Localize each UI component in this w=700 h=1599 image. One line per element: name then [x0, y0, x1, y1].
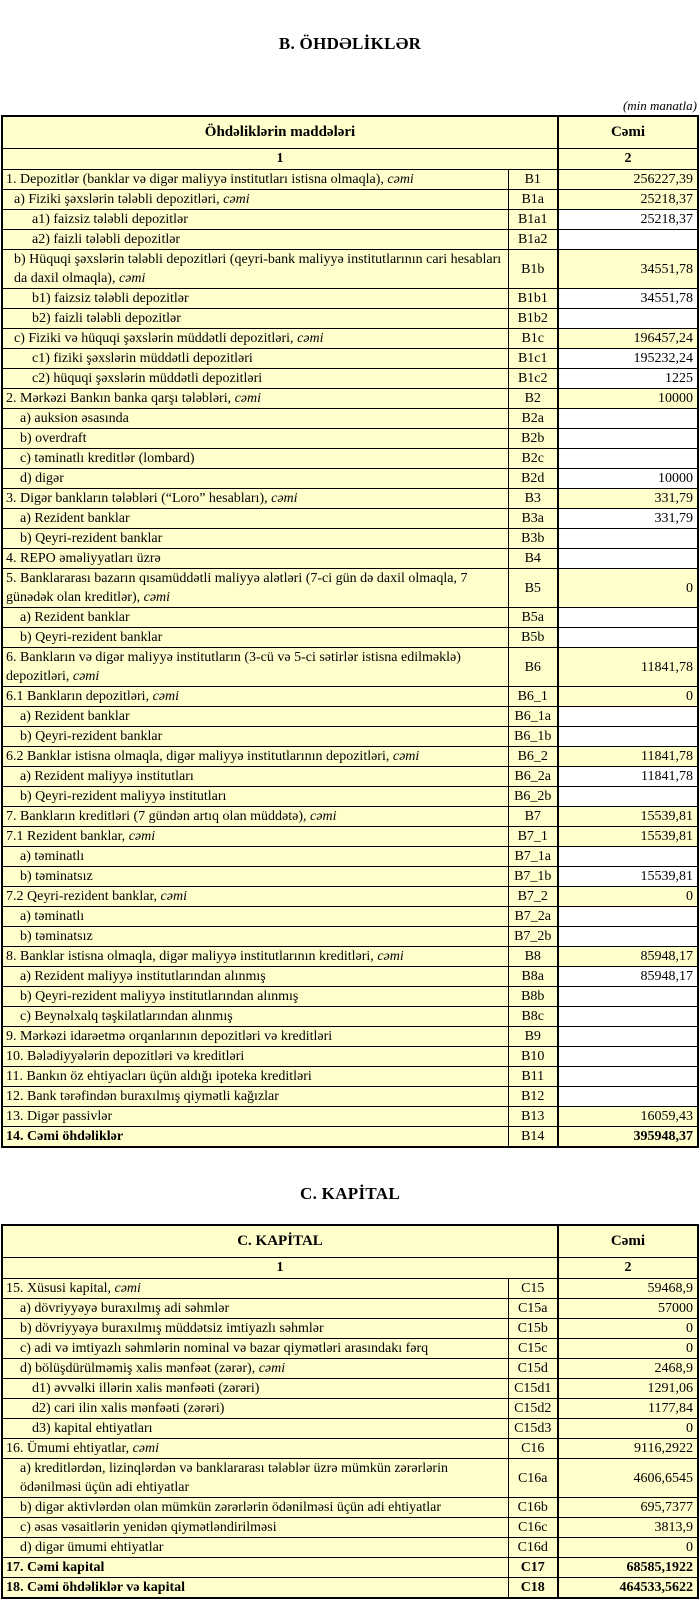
row-value [558, 549, 698, 569]
row-label: c) təminatlı kreditlər (lombard) [2, 449, 508, 469]
capital-total-header: Cəmi [558, 1225, 698, 1258]
row-code: B7_1a [508, 847, 558, 867]
row-label: a2) faizli tələbli depozitlər [2, 230, 508, 250]
row-value: 4606,6545 [558, 1459, 698, 1498]
row-label: a) auksion əsasında [2, 409, 508, 429]
row-label: a1) faizsiz tələbli depozitlər [2, 210, 508, 230]
row-code: C17 [508, 1558, 558, 1578]
liabilities-table-body [2, 170, 698, 1148]
table-row [2, 389, 698, 409]
table-row [2, 648, 698, 687]
liabilities-header-row [2, 116, 698, 149]
row-code: B8 [508, 947, 558, 967]
row-value: 34551,78 [558, 250, 698, 289]
row-label: 8. Banklar istisna olmaqla, digər maliyyə institutlarının kreditləri, cəmi [2, 947, 508, 967]
table-row [2, 1299, 698, 1319]
row-code: B6_2b [508, 787, 558, 807]
row-code: C15d1 [508, 1379, 558, 1399]
table-row [2, 1007, 698, 1027]
row-label: b) təminatsız [2, 927, 508, 947]
row-value: 15539,81 [558, 827, 698, 847]
section-c-title: C. KAPİTAL [300, 1184, 400, 1203]
row-code: B10 [508, 1047, 558, 1067]
table-row [2, 867, 698, 887]
row-code: B7_1 [508, 827, 558, 847]
balance-sheet-page [1, 0, 699, 1599]
row-label: 13. Digər passivlər [2, 1107, 508, 1127]
row-code: B1b [508, 250, 558, 289]
row-label: a) kreditlərdən, lizinqlərdən və banklararası tələblər üzrə mümkün zərərlərin ödənilməsi üçün adi ehtiyatlar [2, 1459, 508, 1498]
table-row [2, 1498, 698, 1518]
row-value: 196457,24 [558, 329, 698, 349]
table-row [2, 1319, 698, 1339]
row-code: B2b [508, 429, 558, 449]
table-row [2, 429, 698, 449]
table-row [2, 1087, 698, 1107]
row-label: 7.1 Rezident banklar, cəmi [2, 827, 508, 847]
row-label: c) Beynəlxalq təşkilatlarından alınmış [2, 1007, 508, 1027]
row-code: B1b2 [508, 309, 558, 329]
table-row [2, 767, 698, 787]
row-value: 1177,84 [558, 1399, 698, 1419]
row-code: B2c [508, 449, 558, 469]
row-value: 2468,9 [558, 1359, 698, 1379]
row-value: 10000 [558, 469, 698, 489]
row-code: B5a [508, 608, 558, 628]
table-row [2, 628, 698, 648]
row-code: B8a [508, 967, 558, 987]
row-code: C15d3 [508, 1419, 558, 1439]
row-value: 25218,37 [558, 190, 698, 210]
liabilities-table [1, 115, 699, 1148]
row-code: B9 [508, 1027, 558, 1047]
row-code: C16 [508, 1439, 558, 1459]
table-row [2, 449, 698, 469]
row-label: c) adi və imtiyazlı səhmlərin nominal və bazar qiymətləri arasındakı fərq [2, 1339, 508, 1359]
row-code: C15d [508, 1359, 558, 1379]
row-label: 7.2 Qeyri-rezident banklar, cəmi [2, 887, 508, 907]
table-row [2, 230, 698, 250]
row-label: b) Qeyri-rezident maliyyə institutları [2, 787, 508, 807]
row-label: 10. Bələdiyyələrin depozitləri və kreditləri [2, 1047, 508, 1067]
row-label: c) əsas vəsaitlərin yenidən qiymətləndirilməsi [2, 1518, 508, 1538]
row-value: 11841,78 [558, 767, 698, 787]
row-label: 18. Cəmi öhdəliklər və kapital [2, 1578, 508, 1599]
row-code: C15d2 [508, 1399, 558, 1419]
table-row [2, 369, 698, 389]
table-row [2, 509, 698, 529]
table-row [2, 489, 698, 509]
row-value [558, 409, 698, 429]
row-label: b1) faizsiz tələbli depozitlər [2, 289, 508, 309]
row-label: d2) cari ilin xalis mənfəəti (zərəri) [2, 1399, 508, 1419]
table-row [2, 1027, 698, 1047]
row-code: B3a [508, 509, 558, 529]
row-label: d) digər [2, 469, 508, 489]
row-value [558, 707, 698, 727]
table-row [2, 707, 698, 727]
row-code: B7_2a [508, 907, 558, 927]
row-code: B2 [508, 389, 558, 409]
table-row [2, 289, 698, 309]
row-label: 6.2 Banklar istisna olmaqla, digər maliyyə institutlarının depozitləri, cəmi [2, 747, 508, 767]
row-value: 0 [558, 1419, 698, 1439]
row-value [558, 727, 698, 747]
row-label: 16. Ümumi ehtiyatlar, cəmi [2, 1439, 508, 1459]
row-code: B1c2 [508, 369, 558, 389]
row-label: b) Qeyri-rezident banklar [2, 628, 508, 648]
table-row [2, 927, 698, 947]
table-row [2, 549, 698, 569]
table-row [2, 349, 698, 369]
row-value: 11841,78 [558, 747, 698, 767]
capital-items-header: C. KAPİTAL [2, 1225, 558, 1258]
table-row [2, 529, 698, 549]
row-label: 2. Mərkəzi Bankın banka qarşı tələbləri, cəmi [2, 389, 508, 409]
row-code: C15b [508, 1319, 558, 1339]
row-label: b) təminatsız [2, 867, 508, 887]
column-number-1: 1 [2, 1258, 558, 1279]
table-row [2, 1067, 698, 1087]
row-label: c) Fiziki və hüquqi şəxslərin müddətli depozitləri, cəmi [2, 329, 508, 349]
row-value [558, 309, 698, 329]
table-row [2, 309, 698, 329]
row-label: 17. Cəmi kapital [2, 1558, 508, 1578]
row-code: B14 [508, 1127, 558, 1148]
row-code: B7_2 [508, 887, 558, 907]
table-row [2, 170, 698, 190]
row-label: a) təminatlı [2, 907, 508, 927]
row-code: B7 [508, 807, 558, 827]
table-row [2, 807, 698, 827]
row-code: B6_1 [508, 687, 558, 707]
row-code: C16a [508, 1459, 558, 1498]
row-label: b2) faizli tələbli depozitlər [2, 309, 508, 329]
row-value [558, 1027, 698, 1047]
row-code: B11 [508, 1067, 558, 1087]
table-row [2, 727, 698, 747]
row-value: 16059,43 [558, 1107, 698, 1127]
table-row [2, 1379, 698, 1399]
row-label: a) dövriyyəyə buraxılmış adi səhmlər [2, 1299, 508, 1319]
column-number-2: 2 [558, 1258, 698, 1279]
row-code: C16c [508, 1518, 558, 1538]
table-row [2, 1558, 698, 1578]
row-label: 11. Bankın öz ehtiyacları üçün aldığı ipoteka kreditləri [2, 1067, 508, 1087]
row-value [558, 529, 698, 549]
row-label: 5. Banklararası bazarın qısamüddətli maliyyə alətləri (7-ci gün də daxil olmaqla, 7 günədək olan kreditlər), cəmi [2, 569, 508, 608]
table-row [2, 907, 698, 927]
row-code: B1c [508, 329, 558, 349]
table-row [2, 1107, 698, 1127]
row-value: 0 [558, 687, 698, 707]
row-value: 85948,17 [558, 967, 698, 987]
row-value [558, 608, 698, 628]
row-label: d) digər ümumi ehtiyatlar [2, 1538, 508, 1558]
row-value: 695,7377 [558, 1498, 698, 1518]
capital-table-body [2, 1279, 698, 1599]
column-number-2: 2 [558, 149, 698, 170]
row-value: 11841,78 [558, 648, 698, 687]
table-row [2, 947, 698, 967]
table-row [2, 1279, 698, 1299]
row-label: a) Rezident banklar [2, 707, 508, 727]
row-value [558, 847, 698, 867]
row-code: B8c [508, 1007, 558, 1027]
table-row [2, 847, 698, 867]
row-label: a) təminatlı [2, 847, 508, 867]
table-row [2, 250, 698, 289]
row-code: B5b [508, 628, 558, 648]
row-label: b) Qeyri-rezident maliyyə institutlarından alınmış [2, 987, 508, 1007]
row-code: C18 [508, 1578, 558, 1599]
row-value [558, 1007, 698, 1027]
row-value: 0 [558, 569, 698, 608]
row-value: 85948,17 [558, 947, 698, 967]
row-code: B1a [508, 190, 558, 210]
row-value: 0 [558, 887, 698, 907]
row-value [558, 907, 698, 927]
row-code: B6_1a [508, 707, 558, 727]
section-gap [1, 1148, 699, 1168]
row-label: a) Fiziki şəxslərin tələbli depozitləri, cəmi [2, 190, 508, 210]
row-code: B1a2 [508, 230, 558, 250]
table-row [2, 787, 698, 807]
table-row [2, 1538, 698, 1558]
row-code: B2d [508, 469, 558, 489]
table-row [2, 1578, 698, 1599]
row-code: B6_2 [508, 747, 558, 767]
row-code: B3b [508, 529, 558, 549]
row-value [558, 449, 698, 469]
row-value [558, 927, 698, 947]
row-value: 395948,37 [558, 1127, 698, 1148]
row-value: 9116,2922 [558, 1439, 698, 1459]
row-value: 256227,39 [558, 170, 698, 190]
row-label: 9. Mərkəzi idarəetmə orqanlarının depozitləri və kreditləri [2, 1027, 508, 1047]
row-value [558, 230, 698, 250]
table-row [2, 1419, 698, 1439]
row-label: b) Hüquqi şəxslərin tələbli depozitləri (qeyri-bank maliyyə institutlarının cari hesabları da daxil olmaqla), cəmi [2, 250, 508, 289]
table-row [2, 608, 698, 628]
row-value [558, 787, 698, 807]
row-code: C15a [508, 1299, 558, 1319]
row-code: B6_2a [508, 767, 558, 787]
row-value: 331,79 [558, 489, 698, 509]
row-label: b) digər aktivlərdən olan mümkün zərərlərin ödənilməsi üçün adi ehtiyatlar [2, 1498, 508, 1518]
row-label: 6. Bankların və digər maliyyə institutların (3-cü və 5-ci sətirlər istisna edilməklə) depozitləri, cəmi [2, 648, 508, 687]
row-label: b) Qeyri-rezident banklar [2, 727, 508, 747]
table-row [2, 687, 698, 707]
row-code: C15 [508, 1279, 558, 1299]
row-label: 4. REPO əməliyyatları üzrə [2, 549, 508, 569]
row-code: B12 [508, 1087, 558, 1107]
row-value: 0 [558, 1319, 698, 1339]
row-label: 3. Digər bankların tələbləri (“Loro” hesabları), cəmi [2, 489, 508, 509]
row-code: C16b [508, 1498, 558, 1518]
row-code: B5 [508, 569, 558, 608]
table-row [2, 210, 698, 230]
table-row [2, 1399, 698, 1419]
row-value: 464533,5622 [558, 1578, 698, 1599]
liabilities-total-header: Cəmi [558, 116, 698, 149]
row-code: B6 [508, 648, 558, 687]
row-label: 14. Cəmi öhdəliklər [2, 1127, 508, 1148]
row-value: 34551,78 [558, 289, 698, 309]
table-row [2, 827, 698, 847]
liabilities-items-header: Öhdəliklərin maddələri [2, 116, 558, 149]
row-label: d1) əvvəlki illərin xalis mənfəəti (zərəri) [2, 1379, 508, 1399]
row-code: B3 [508, 489, 558, 509]
row-label: d3) kapital ehtiyatları [2, 1419, 508, 1439]
row-value [558, 429, 698, 449]
row-code: B1b1 [508, 289, 558, 309]
capital-header-row [2, 1225, 698, 1258]
row-label: 6.1 Bankların depozitləri, cəmi [2, 687, 508, 707]
row-code: B4 [508, 549, 558, 569]
table-row [2, 1439, 698, 1459]
table-row [2, 1127, 698, 1148]
table-row [2, 1339, 698, 1359]
row-label: a) Rezident banklar [2, 608, 508, 628]
row-value: 195232,24 [558, 349, 698, 369]
row-value: 68585,1922 [558, 1558, 698, 1578]
column-number-row [2, 1258, 698, 1279]
table-row [2, 967, 698, 987]
table-row [2, 1518, 698, 1538]
row-code: B2a [508, 409, 558, 429]
row-label: b) overdraft [2, 429, 508, 449]
row-label: a) Rezident banklar [2, 509, 508, 529]
row-code: B7_1b [508, 867, 558, 887]
table-row [2, 409, 698, 429]
row-value [558, 1047, 698, 1067]
row-label: c1) fiziki şəxslərin müddətli depozitləri [2, 349, 508, 369]
row-label: a) Rezident maliyyə institutlarından alınmış [2, 967, 508, 987]
row-value: 57000 [558, 1299, 698, 1319]
table-row [2, 1047, 698, 1067]
row-code: B6_1b [508, 727, 558, 747]
table-row [2, 469, 698, 489]
row-code: B8b [508, 987, 558, 1007]
row-label: a) Rezident maliyyə institutları [2, 767, 508, 787]
table-row [2, 190, 698, 210]
row-value [558, 628, 698, 648]
row-label: c2) hüquqi şəxslərin müddətli depozitləri [2, 369, 508, 389]
table-row [2, 1459, 698, 1498]
row-value [558, 1067, 698, 1087]
row-label: d) bölüşdürülməmiş xalis mənfəət (zərər), cəmi [2, 1359, 508, 1379]
column-number-row [2, 149, 698, 170]
row-value: 10000 [558, 389, 698, 409]
table-row [2, 987, 698, 1007]
table-row [2, 1359, 698, 1379]
row-value: 25218,37 [558, 210, 698, 230]
row-value [558, 1087, 698, 1107]
row-label: 1. Depozitlər (banklar və digər maliyyə institutları istisna olmaqla), cəmi [2, 170, 508, 190]
row-value: 1291,06 [558, 1379, 698, 1399]
row-label: 7. Bankların kreditləri (7 gündən artıq olan müddətə), cəmi [2, 807, 508, 827]
row-label: 12. Bank tərəfindən buraxılmış qiymətli kağızlar [2, 1087, 508, 1107]
row-value: 0 [558, 1339, 698, 1359]
row-label: b) Qeyri-rezident banklar [2, 529, 508, 549]
row-value: 3813,9 [558, 1518, 698, 1538]
row-value: 0 [558, 1538, 698, 1558]
row-value: 1225 [558, 369, 698, 389]
row-code: B7_2b [508, 927, 558, 947]
row-code: B1 [508, 170, 558, 190]
row-code: B13 [508, 1107, 558, 1127]
table-row [2, 887, 698, 907]
capital-table [1, 1224, 699, 1599]
table-row [2, 747, 698, 767]
section-gap [1, 1204, 699, 1224]
unit-note: (min manatla) [622, 98, 697, 113]
table-row [2, 329, 698, 349]
table-row [2, 569, 698, 608]
row-code: B1a1 [508, 210, 558, 230]
section-b-title: B. ÖHDƏLİKLƏR [278, 34, 422, 53]
row-value: 15539,81 [558, 867, 698, 887]
row-value: 331,79 [558, 509, 698, 529]
row-value: 59468,9 [558, 1279, 698, 1299]
row-code: C16d [508, 1538, 558, 1558]
row-label: b) dövriyyəyə buraxılmış müddətsiz imtiyazlı səhmlər [2, 1319, 508, 1339]
row-value: 15539,81 [558, 807, 698, 827]
row-code: B1c1 [508, 349, 558, 369]
row-label: 15. Xüsusi kapital, cəmi [2, 1279, 508, 1299]
row-code: C15c [508, 1339, 558, 1359]
row-value [558, 987, 698, 1007]
column-number-1: 1 [2, 149, 558, 170]
